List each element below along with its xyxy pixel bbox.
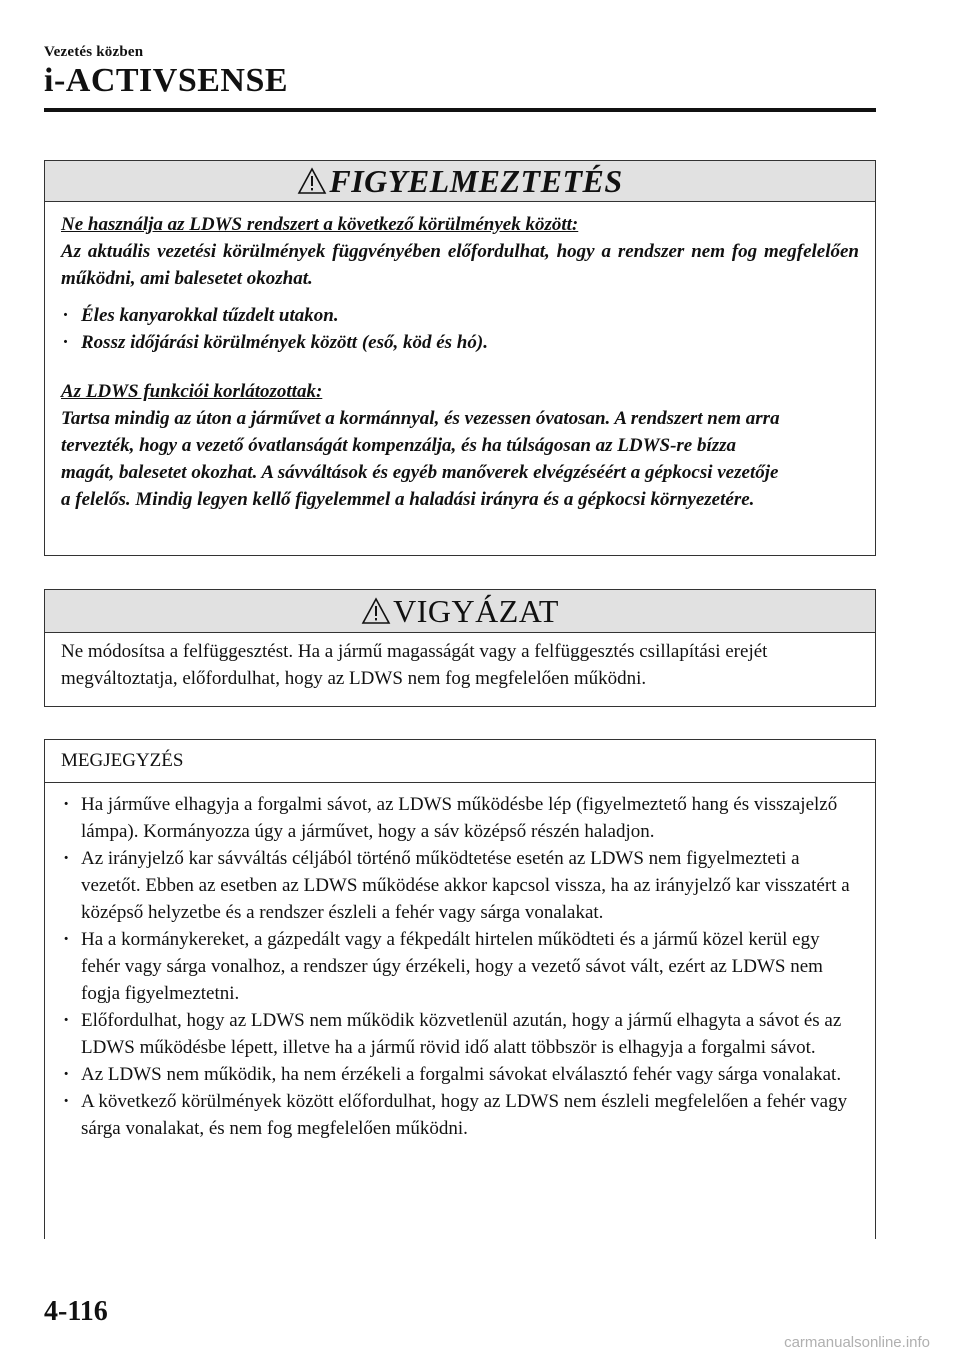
- caution-text: Ne módosítsa a felfüggesztést. Ha a jármű magasságát vagy a felfüggesztés csillapítási erejét megváltoztatja, előfordulhat, hogy az LDWS nem fog megfelelően működni.: [61, 641, 768, 689]
- note-item: · Az irányjelző kar sávváltás céljából történő működtetése esetén az LDWS nem figyelmezteti a vezetőt. Ebben az esetben az LDWS működése akkor kapcsol vissza, ha az irányjelző kar visszatért a középső helyzetbe és a rendszer észleli a fehér vagy sárga vonalakat.: [61, 845, 859, 926]
- note-item: · Előfordulhat, hogy az LDWS nem működik közvetlenül azután, hogy a jármű elhagyta a sávot és az LDWS működésbe lépett, illetve ha a jármű rövid idő alatt többször is elhagyja a forgalmi sávot.: [61, 1007, 859, 1061]
- warning-title: FIGYELMEZTETÉS: [329, 162, 623, 199]
- section-label: Vezetés közben: [44, 44, 144, 60]
- warning-header: [45, 161, 875, 202]
- note-item: · Ha járműve elhagyja a forgalmi sávot, az LDWS működésbe lép (figyelmeztető hang és visszajelző lámpa). Kormányozza úgy a járművet, hogy a sáv középső részén haladjon.: [61, 791, 859, 845]
- watermark: carmanualsonline.info: [784, 1334, 930, 1351]
- warning-text-1: Az aktuális vezetési körülmények függvényében előfordulhat, hogy a rendszer nem fog megfelelően működni, ami balesetet okozhat.: [61, 241, 859, 289]
- warning-box: [44, 160, 876, 556]
- note-box: [44, 739, 876, 1239]
- title-rule: [44, 108, 876, 112]
- warning-heading-2: Az LDWS funkciói korlátozottak:: [61, 381, 323, 402]
- warning-bullets: [61, 302, 859, 356]
- warning-heading-1: Ne használja az LDWS rendszert a következő körülmények között:: [61, 214, 579, 235]
- page-title: i-ACTIVSENSE: [44, 62, 289, 99]
- caution-body: [45, 633, 875, 692]
- note-item: · Az LDWS nem működik, ha nem érzékeli a forgalmi sávokat elválasztó fehér vagy sárga vonalakat.: [61, 1061, 859, 1088]
- note-title: MEGJEGYZÉS: [45, 740, 875, 783]
- warning-bullet: · Rossz időjárási körülmények között (eső, köd és hó).: [61, 329, 859, 356]
- note-list: [45, 783, 875, 1142]
- warning-bullet: · Éles kanyarokkal tűzdelt utakon.: [61, 302, 859, 329]
- page-number: 4-116: [44, 1296, 108, 1327]
- warning-triangle-icon: [297, 167, 327, 195]
- caution-title: VIGYÁZAT: [393, 592, 559, 629]
- note-item: · A következő körülmények között előfordulhat, hogy az LDWS nem észleli megfelelően a fehér vagy sárga vonalakat, és nem fog megfelelően működni.: [61, 1088, 859, 1142]
- note-item: · Ha a kormánykereket, a gázpedált vagy a fékpedált hirtelen működteti és a jármű közel kerül egy fehér vagy sárga vonalhoz, a rendszer úgy érzékeli, hogy a vezető sávot vált, ezért az LDWS nem fogja figyelmeztetni.: [61, 926, 859, 1007]
- caution-box: [44, 589, 876, 707]
- caution-header: [45, 590, 875, 633]
- warning-triangle-icon: [361, 597, 391, 625]
- warning-text-2: Tartsa mindig az úton a járművet a kormánnyal, és vezessen óvatosan. A rendszert nem arra tervezték, hogy a vezető óvatlanságát kompenzálja, és ha túlságosan az LDWS-re bízza magát, balesetet okozhat. A sávváltások és egyéb manőverek elvégzéséért a gépkocsi vezetője a felelős. Mindig legyen kellő figyelemmel a haladási irányra és a gépkocsi környezetére.: [61, 408, 780, 510]
- warning-body: [45, 202, 875, 513]
